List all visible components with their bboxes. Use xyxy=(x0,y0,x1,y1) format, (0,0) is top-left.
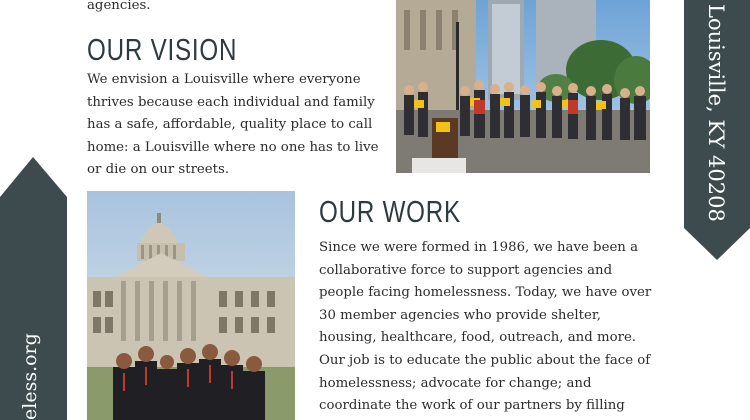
capitol-photo-illustration xyxy=(87,191,295,420)
work-line: homelessness; advocate for change; and xyxy=(319,375,592,391)
vision-line: home: a Louisville where no one has to live xyxy=(87,139,379,155)
work-line: coordinate the work of our partners by filling xyxy=(319,398,625,414)
vision-line: has a safe, affordable, quality place to call xyxy=(87,117,373,133)
vision-line: thrives because each individual and family xyxy=(87,94,375,110)
work-line: collaborative force to support agencies and xyxy=(319,262,613,278)
vision-line: or die on our streets. xyxy=(87,162,230,178)
work-line: people facing homelessness. Today, we have over xyxy=(319,285,652,301)
work-heading: OUR WORK xyxy=(319,194,461,229)
capitol-group-photo xyxy=(87,191,295,420)
vision-paragraph xyxy=(87,69,387,182)
intro-tail-text: agencies. xyxy=(87,0,151,13)
vision-heading: OUR VISION xyxy=(87,32,238,67)
work-line: Our job is to educate the public about the face of xyxy=(319,352,651,368)
rally-photo-illustration xyxy=(396,0,650,173)
work-paragraph xyxy=(319,237,659,418)
work-line: Since we were formed in 1986, we have been a xyxy=(319,240,639,255)
rally-photo xyxy=(396,0,650,173)
website-url-text: eless.org xyxy=(19,333,41,420)
vision-line: We envision a Louisville where everyone xyxy=(87,72,361,87)
work-line: 30 member agencies who provide shelter, xyxy=(319,307,601,323)
work-line: housing, healthcare, food, outreach, and more. xyxy=(319,330,637,346)
address-text: Louisville, KY 40208 xyxy=(704,4,728,222)
